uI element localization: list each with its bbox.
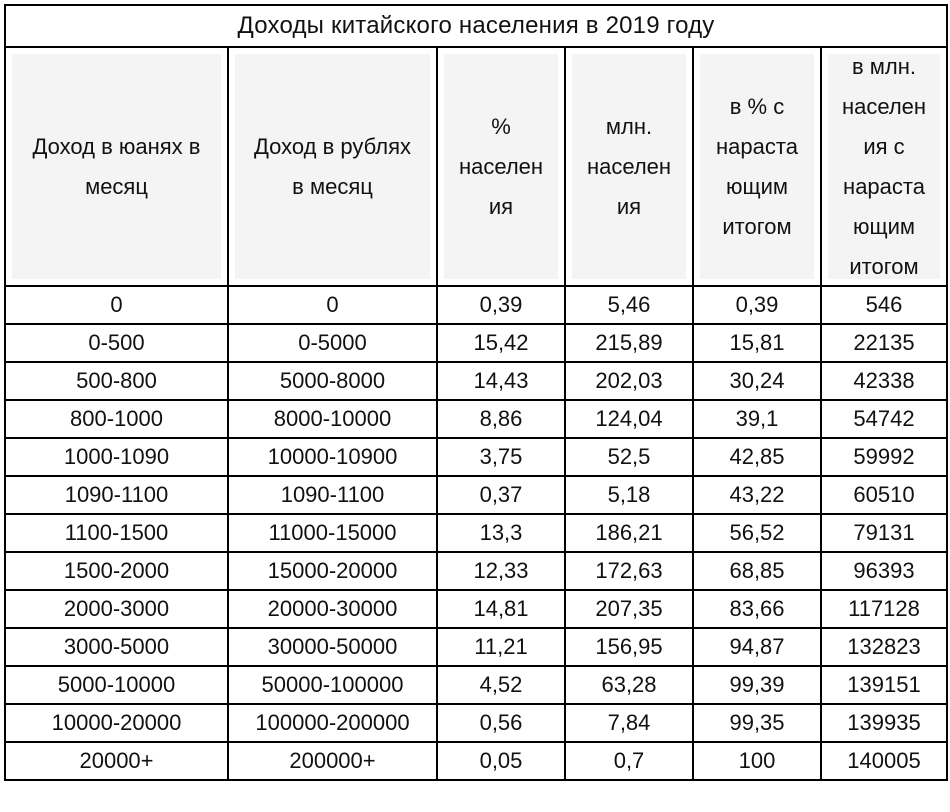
cell-percent-population: 0,56	[437, 704, 565, 742]
cell-cumulative-million: 59992	[821, 438, 947, 476]
cell-income-yuan: 1000-1090	[5, 438, 228, 476]
header-line: ющим	[853, 213, 916, 239]
header-line: месяц	[85, 173, 148, 199]
cell-income-rubles: 0	[228, 286, 437, 324]
header-line: населен	[586, 153, 672, 179]
income-table	[4, 4, 948, 781]
cell-cumulative-million: 140005	[821, 742, 947, 780]
cell-income-rubles: 11000-15000	[228, 514, 437, 552]
cell-cumulative-million: 546	[821, 286, 947, 324]
cell-cumulative-percent: 68,85	[693, 552, 821, 590]
cell-cumulative-percent: 43,22	[693, 476, 821, 514]
cell-million-population: 7,84	[565, 704, 693, 742]
cell-cumulative-million: 60510	[821, 476, 947, 514]
header-line: в % с	[729, 93, 785, 119]
header-income-yuan	[5, 47, 228, 286]
header-line: итогом	[849, 253, 919, 279]
cell-million-population: 202,03	[565, 362, 693, 400]
header-line: Доход в рублях	[254, 133, 411, 159]
cell-income-yuan: 500-800	[5, 362, 228, 400]
cell-cumulative-million: 54742	[821, 400, 947, 438]
cell-percent-population: 13,3	[437, 514, 565, 552]
header-line: населен	[841, 93, 927, 119]
table-row	[5, 438, 947, 476]
header-line: нараста	[843, 173, 925, 199]
cell-million-population: 52,5	[565, 438, 693, 476]
cell-percent-population: 3,75	[437, 438, 565, 476]
header-cumulative-percent	[693, 47, 821, 286]
cell-cumulative-percent: 39,1	[693, 400, 821, 438]
table-row	[5, 628, 947, 666]
cell-percent-population: 8,86	[437, 400, 565, 438]
cell-million-population: 124,04	[565, 400, 693, 438]
cell-million-population: 0,7	[565, 742, 693, 780]
cell-million-population: 172,63	[565, 552, 693, 590]
table-row	[5, 324, 947, 362]
header-line: населен	[458, 153, 544, 179]
table-row	[5, 476, 947, 514]
cell-income-yuan: 5000-10000	[5, 666, 228, 704]
cell-cumulative-million: 96393	[821, 552, 947, 590]
header-cumulative-million	[821, 47, 947, 286]
cell-cumulative-percent: 0,39	[693, 286, 821, 324]
cell-cumulative-million: 22135	[821, 324, 947, 362]
table-row	[5, 362, 947, 400]
header-million-population	[565, 47, 693, 286]
cell-income-yuan: 800-1000	[5, 400, 228, 438]
header-line: ия	[616, 193, 642, 219]
cell-income-rubles: 1090-1100	[228, 476, 437, 514]
cell-percent-population: 12,33	[437, 552, 565, 590]
cell-cumulative-million: 139151	[821, 666, 947, 704]
cell-income-rubles: 20000-30000	[228, 590, 437, 628]
cell-cumulative-percent: 99,35	[693, 704, 821, 742]
cell-percent-population: 0,05	[437, 742, 565, 780]
header-line: итогом	[722, 213, 792, 239]
cell-income-rubles: 30000-50000	[228, 628, 437, 666]
cell-income-yuan: 10000-20000	[5, 704, 228, 742]
header-line: ия с	[863, 133, 905, 159]
cell-income-rubles: 50000-100000	[228, 666, 437, 704]
cell-million-population: 156,95	[565, 628, 693, 666]
cell-million-population: 5,46	[565, 286, 693, 324]
cell-cumulative-million: 79131	[821, 514, 947, 552]
cell-income-yuan: 0	[5, 286, 228, 324]
cell-income-rubles: 8000-10000	[228, 400, 437, 438]
cell-cumulative-million: 132823	[821, 628, 947, 666]
header-row	[5, 47, 947, 286]
table-row	[5, 400, 947, 438]
header-line: %	[491, 113, 511, 139]
header-line: ия	[488, 193, 514, 219]
table-title: Доходы китайского населения в 2019 году	[5, 5, 947, 47]
cell-percent-population: 14,81	[437, 590, 565, 628]
cell-income-yuan: 3000-5000	[5, 628, 228, 666]
cell-cumulative-percent: 100	[693, 742, 821, 780]
cell-million-population: 207,35	[565, 590, 693, 628]
table-row	[5, 704, 947, 742]
header-line: млн.	[605, 113, 653, 139]
cell-income-yuan: 0-500	[5, 324, 228, 362]
cell-income-rubles: 10000-10900	[228, 438, 437, 476]
cell-income-yuan: 1100-1500	[5, 514, 228, 552]
cell-income-rubles: 15000-20000	[228, 552, 437, 590]
cell-percent-population: 0,37	[437, 476, 565, 514]
title-row	[5, 5, 947, 47]
cell-income-yuan: 20000+	[5, 742, 228, 780]
table-body	[5, 286, 947, 780]
cell-cumulative-percent: 15,81	[693, 324, 821, 362]
cell-cumulative-million: 117128	[821, 590, 947, 628]
cell-percent-population: 11,21	[437, 628, 565, 666]
header-line: Доход в юанях в	[32, 133, 201, 159]
header-line: ющим	[725, 173, 788, 199]
header-line: в млн.	[851, 53, 917, 79]
cell-percent-population: 4,52	[437, 666, 565, 704]
table-row	[5, 514, 947, 552]
table-row	[5, 552, 947, 590]
cell-million-population: 63,28	[565, 666, 693, 704]
cell-million-population: 215,89	[565, 324, 693, 362]
cell-income-yuan: 1090-1100	[5, 476, 228, 514]
cell-percent-population: 15,42	[437, 324, 565, 362]
cell-income-rubles: 5000-8000	[228, 362, 437, 400]
cell-percent-population: 14,43	[437, 362, 565, 400]
cell-percent-population: 0,39	[437, 286, 565, 324]
cell-million-population: 186,21	[565, 514, 693, 552]
cell-income-yuan: 2000-3000	[5, 590, 228, 628]
cell-cumulative-million: 139935	[821, 704, 947, 742]
cell-cumulative-percent: 83,66	[693, 590, 821, 628]
cell-income-rubles: 0-5000	[228, 324, 437, 362]
header-income-rubles	[228, 47, 437, 286]
table-row	[5, 742, 947, 780]
header-line: в месяц	[292, 173, 373, 199]
cell-income-rubles: 100000-200000	[228, 704, 437, 742]
cell-cumulative-percent: 99,39	[693, 666, 821, 704]
table-row	[5, 286, 947, 324]
cell-cumulative-percent: 56,52	[693, 514, 821, 552]
cell-million-population: 5,18	[565, 476, 693, 514]
table-row	[5, 666, 947, 704]
cell-cumulative-million: 42338	[821, 362, 947, 400]
cell-cumulative-percent: 30,24	[693, 362, 821, 400]
header-line: нараста	[716, 133, 798, 159]
cell-income-yuan: 1500-2000	[5, 552, 228, 590]
cell-cumulative-percent: 42,85	[693, 438, 821, 476]
cell-income-rubles: 200000+	[228, 742, 437, 780]
table-row	[5, 590, 947, 628]
cell-cumulative-percent: 94,87	[693, 628, 821, 666]
header-percent-population	[437, 47, 565, 286]
